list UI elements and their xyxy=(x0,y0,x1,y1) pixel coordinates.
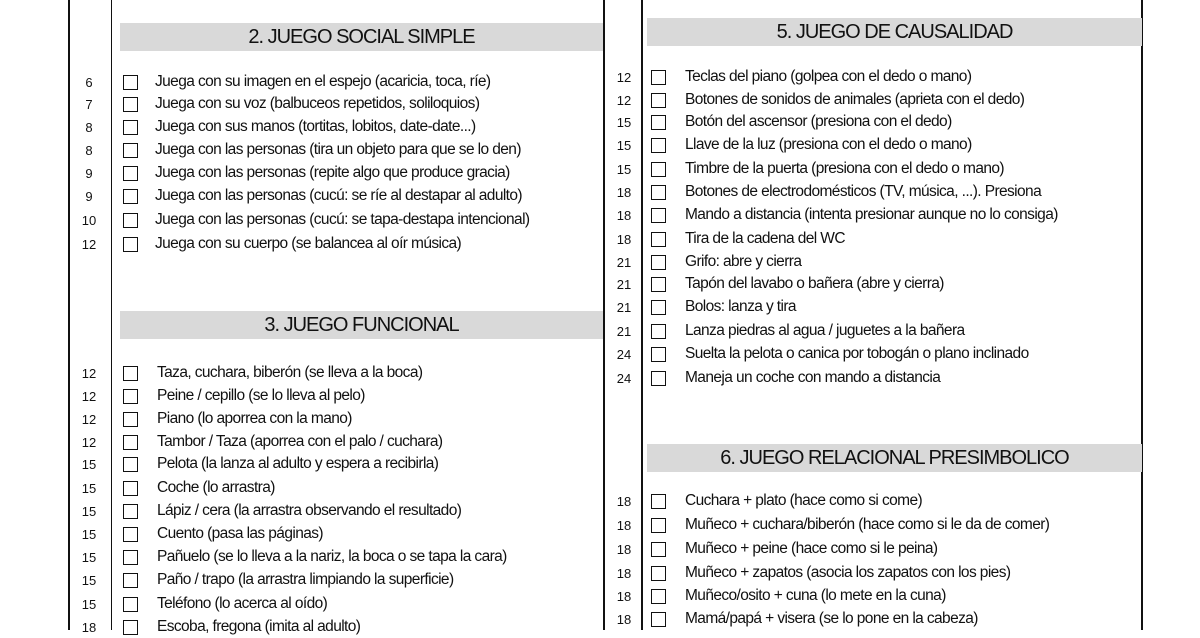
item-checkbox[interactable] xyxy=(123,481,138,496)
item-age: 8 xyxy=(85,142,93,158)
item-age: 15 xyxy=(81,503,97,519)
section-title-juego-funcional: 3. JUEGO FUNCIONAL xyxy=(120,311,603,339)
item-age: 15 xyxy=(81,596,97,612)
item-checkbox[interactable] xyxy=(123,527,138,542)
item-checkbox[interactable] xyxy=(123,97,138,112)
item-text: Juega con sus manos (tortitas, lobitos, date-date...) xyxy=(155,118,476,135)
item-age: 15 xyxy=(616,114,632,130)
item-text: Taza, cuchara, biberón (se lleva a la boca) xyxy=(157,364,423,381)
item-age: 15 xyxy=(81,526,97,542)
item-text: Juega con las personas (tira un objeto para que se lo den) xyxy=(155,141,521,158)
item-checkbox[interactable] xyxy=(123,237,138,252)
section-title-juego-causalidad: 5. JUEGO DE CAUSALIDAD xyxy=(647,18,1142,46)
item-text: Muñeco + cuchara/biberón (hace como si le da de comer) xyxy=(685,516,1050,533)
item-age: 24 xyxy=(616,346,632,362)
item-text: Llave de la luz (presiona con el dedo o mano) xyxy=(685,136,972,153)
item-checkbox[interactable] xyxy=(123,213,138,228)
item-age: 18 xyxy=(616,611,632,627)
item-checkbox[interactable] xyxy=(123,189,138,204)
item-age: 24 xyxy=(616,370,632,386)
item-age: 12 xyxy=(81,388,97,404)
item-text: Pelota (la lanza al adulto y espera a recibirla) xyxy=(157,455,439,472)
item-checkbox[interactable] xyxy=(651,115,666,130)
item-text: Muñeco/osito + cuna (lo mete en la cuna) xyxy=(685,587,946,604)
item-checkbox[interactable] xyxy=(651,371,666,386)
section-title-juego-social-simple: 2. JUEGO SOCIAL SIMPLE xyxy=(120,23,603,51)
item-text: Mamá/papá + visera (se lo pone en la cabeza) xyxy=(685,610,978,627)
item-checkbox[interactable] xyxy=(651,232,666,247)
item-text: Muñeco + zapatos (asocia los zapatos con los pies) xyxy=(685,564,1011,581)
item-age: 18 xyxy=(616,231,632,247)
item-age: 15 xyxy=(81,456,97,472)
item-text: Teléfono (lo acerca al oído) xyxy=(157,595,328,612)
item-text: Suelta la pelota o canica por tobogán o plano inclinado xyxy=(685,345,1029,362)
item-checkbox[interactable] xyxy=(651,494,666,509)
item-age: 21 xyxy=(616,323,632,339)
item-age: 21 xyxy=(616,299,632,315)
item-checkbox[interactable] xyxy=(651,255,666,270)
item-age: 9 xyxy=(85,188,93,204)
item-checkbox[interactable] xyxy=(123,389,138,404)
item-age: 18 xyxy=(616,565,632,581)
item-text: Juega con su imagen en el espejo (acaricia, toca, ríe) xyxy=(155,73,491,90)
item-text: Paño / trapo (la arrastra limpiando la superficie) xyxy=(157,571,454,588)
item-text: Juega con su cuerpo (se balancea al oír música) xyxy=(155,235,462,252)
item-age: 15 xyxy=(81,549,97,565)
item-checkbox[interactable] xyxy=(123,457,138,472)
item-age: 7 xyxy=(85,96,93,112)
item-text: Lápiz / cera (la arrastra observando el resultado) xyxy=(157,502,462,519)
item-text: Pañuelo (se lo lleva a la nariz, la boca o se tapa la cara) xyxy=(157,548,507,565)
item-text: Mando a distancia (intenta presionar aunque no lo consiga) xyxy=(685,206,1058,223)
item-text: Bolos: lanza y tira xyxy=(685,298,796,315)
item-checkbox[interactable] xyxy=(651,542,666,557)
item-text: Botones de electrodomésticos (TV, música, ...). Presiona xyxy=(685,183,1042,200)
item-age: 18 xyxy=(616,517,632,533)
item-age: 15 xyxy=(81,572,97,588)
item-text: Piano (lo aporrea con la mano) xyxy=(157,410,352,427)
item-text: Juega con las personas (cucú: se tapa-destapa intencional) xyxy=(155,211,530,228)
item-checkbox[interactable] xyxy=(651,208,666,223)
item-age: 18 xyxy=(616,493,632,509)
item-checkbox[interactable] xyxy=(123,597,138,612)
item-text: Teclas del piano (golpea con el dedo o mano) xyxy=(685,68,972,85)
item-age: 15 xyxy=(616,137,632,153)
item-checkbox[interactable] xyxy=(123,435,138,450)
item-text: Coche (lo arrastra) xyxy=(157,479,275,496)
item-checkbox[interactable] xyxy=(123,550,138,565)
item-age: 18 xyxy=(616,541,632,557)
item-age: 18 xyxy=(616,184,632,200)
item-text: Cuchara + plato (hace como si come) xyxy=(685,492,923,509)
item-age: 12 xyxy=(616,92,632,108)
item-checkbox[interactable] xyxy=(651,518,666,533)
item-age: 18 xyxy=(81,619,97,635)
item-text: Grifo: abre y cierra xyxy=(685,253,802,270)
item-checkbox[interactable] xyxy=(651,277,666,292)
item-age: 21 xyxy=(616,254,632,270)
item-text: Juega con las personas (repite algo que produce gracia) xyxy=(155,164,510,181)
item-age: 18 xyxy=(616,207,632,223)
item-checkbox[interactable] xyxy=(123,504,138,519)
item-text: Tambor / Taza (aporrea con el palo / cuchara) xyxy=(157,433,443,450)
item-checkbox[interactable] xyxy=(651,612,666,627)
item-text: Peine / cepillo (se lo lleva al pelo) xyxy=(157,387,365,404)
section-title-juego-relacional: 6. JUEGO RELACIONAL PRESIMBOLICO xyxy=(647,444,1142,472)
item-checkbox[interactable] xyxy=(651,589,666,604)
right-column xyxy=(605,0,1142,630)
item-checkbox[interactable] xyxy=(651,347,666,362)
item-age: 10 xyxy=(81,212,97,228)
item-text: Juega con su voz (balbuceos repetidos, soliloquios) xyxy=(155,95,480,112)
item-text: Tapón del lavabo o bañera (abre y cierra) xyxy=(685,275,944,292)
item-text: Tira de la cadena del WC xyxy=(685,230,845,247)
item-checkbox[interactable] xyxy=(123,620,138,635)
item-checkbox[interactable] xyxy=(651,185,666,200)
item-age: 9 xyxy=(85,165,93,181)
item-checkbox[interactable] xyxy=(123,412,138,427)
item-checkbox[interactable] xyxy=(651,138,666,153)
item-checkbox[interactable] xyxy=(651,70,666,85)
item-age: 15 xyxy=(81,480,97,496)
item-checkbox[interactable] xyxy=(123,143,138,158)
item-checkbox[interactable] xyxy=(123,75,138,90)
item-checkbox[interactable] xyxy=(651,324,666,339)
item-age: 12 xyxy=(81,434,97,450)
item-age: 12 xyxy=(81,236,97,252)
item-age: 12 xyxy=(81,365,97,381)
item-checkbox[interactable] xyxy=(651,566,666,581)
item-age: 15 xyxy=(616,161,632,177)
item-text: Botón del ascensor (presiona con el dedo) xyxy=(685,113,952,130)
item-age: 8 xyxy=(85,119,93,135)
item-text: Timbre de la puerta (presiona con el dedo o mano) xyxy=(685,160,1004,177)
item-text: Juega con las personas (cucú: se ríe al destapar al adulto) xyxy=(155,187,522,204)
left-column xyxy=(70,0,603,635)
item-checkbox[interactable] xyxy=(123,573,138,588)
item-checkbox[interactable] xyxy=(123,166,138,181)
item-text: Escoba, fregona (imita al adulto) xyxy=(157,618,361,635)
item-checkbox[interactable] xyxy=(651,93,666,108)
item-age: 21 xyxy=(616,276,632,292)
item-checkbox[interactable] xyxy=(123,366,138,381)
item-text: Muñeco + peine (hace como si le peina) xyxy=(685,540,938,557)
item-text: Botones de sonidos de animales (aprieta con el dedo) xyxy=(685,91,1025,108)
item-checkbox[interactable] xyxy=(651,162,666,177)
item-age: 6 xyxy=(85,74,93,90)
item-text: Lanza piedras al agua / juguetes a la bañera xyxy=(685,322,965,339)
item-text: Maneja un coche con mando a distancia xyxy=(685,369,941,386)
item-text: Cuento (pasa las páginas) xyxy=(157,525,323,542)
item-checkbox[interactable] xyxy=(651,300,666,315)
item-checkbox[interactable] xyxy=(123,120,138,135)
item-age: 12 xyxy=(616,69,632,85)
item-age: 18 xyxy=(616,588,632,604)
item-age: 12 xyxy=(81,411,97,427)
